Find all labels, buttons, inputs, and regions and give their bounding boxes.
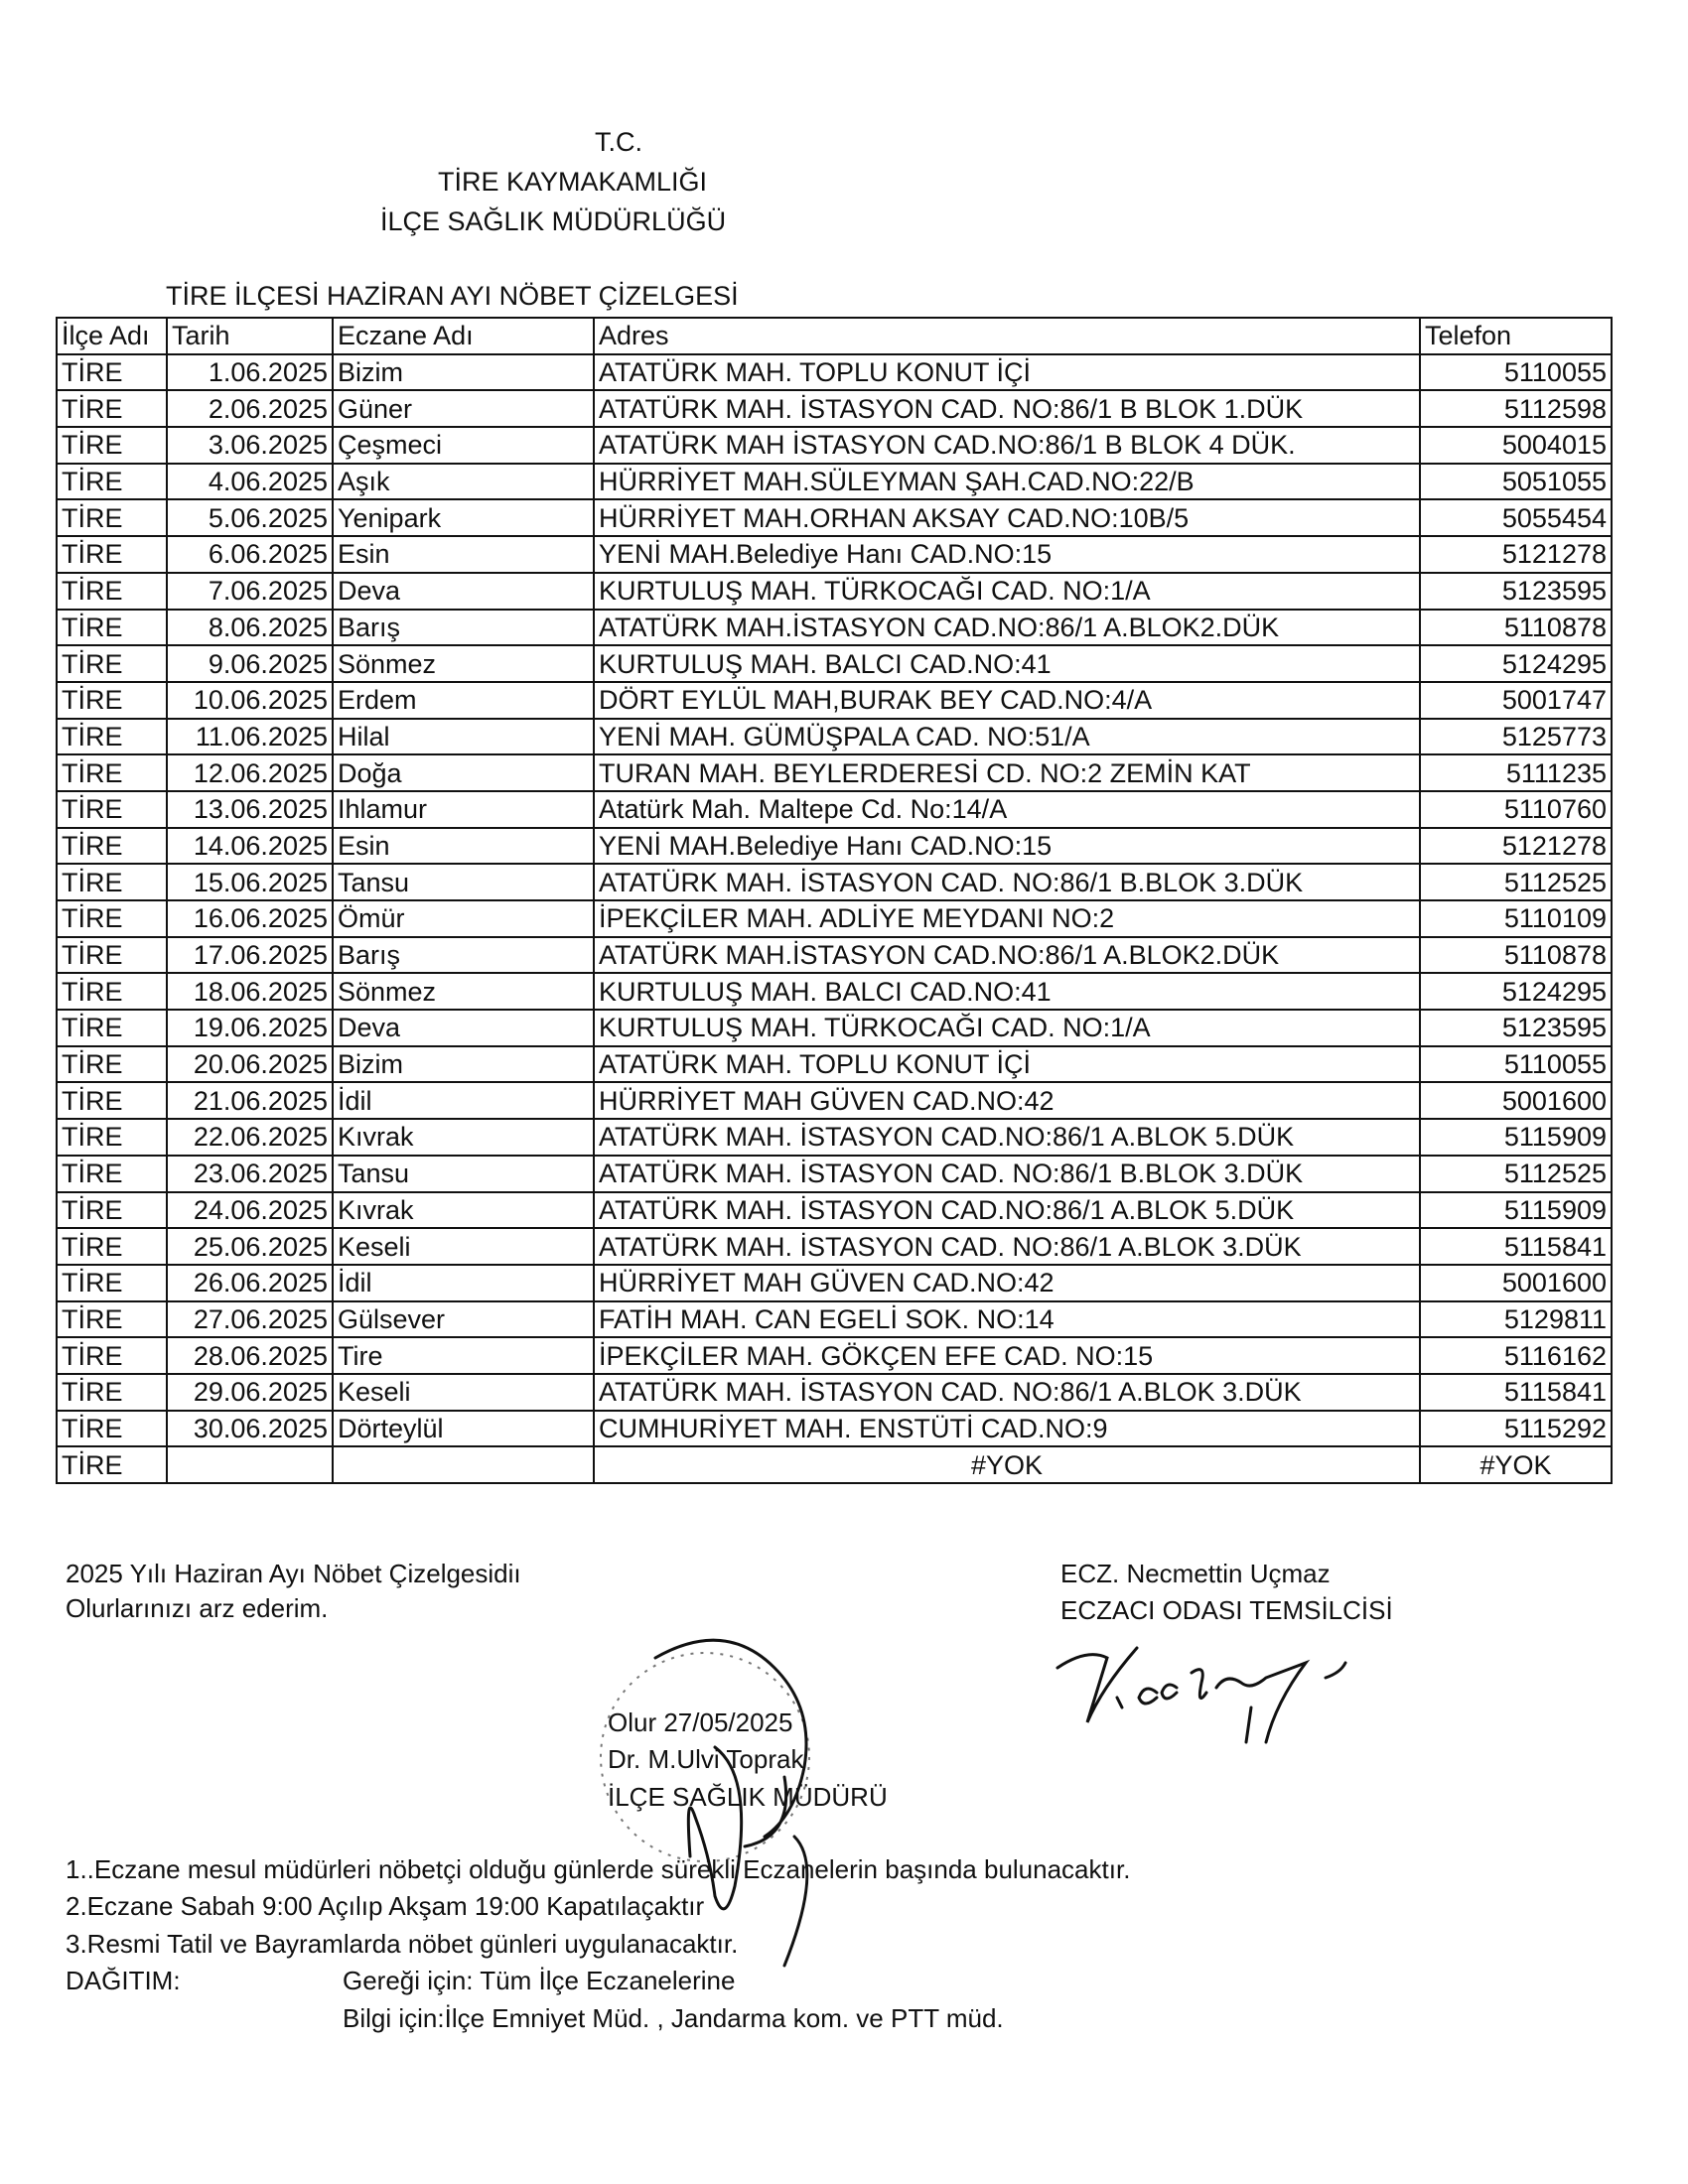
cell-pharmacy: Kıvrak	[333, 1119, 594, 1156]
cell-phone: 5123595	[1420, 1010, 1612, 1046]
cell-phone: #YOK	[1420, 1446, 1612, 1483]
table-row	[57, 1411, 1612, 1447]
cell-address: İPEKÇİLER MAH. ADLİYE MEYDANI NO:2	[594, 900, 1420, 937]
cell-address: ATATÜRK MAH. İSTASYON CAD. NO:86/1 B.BLOK 3.DÜK	[594, 864, 1420, 900]
cell-pharmacy: Keseli	[333, 1374, 594, 1411]
cell-phone: 5004015	[1420, 427, 1612, 464]
cell-address: YENİ MAH.Belediye Hanı CAD.NO:15	[594, 828, 1420, 865]
cell-district: TİRE	[57, 499, 167, 536]
cell-district: TİRE	[57, 1337, 167, 1374]
rule-item: 2.Eczane Sabah 9:00 Açılıp Akşam 19:00 Kapatılaçaktır	[66, 1891, 705, 1921]
cell-phone: 5124295	[1420, 645, 1612, 682]
cell-phone: 5121278	[1420, 536, 1612, 573]
cell-phone: 5115841	[1420, 1374, 1612, 1411]
distribution-required: Gereği için: Tüm İlçe Eczanelerine	[343, 1966, 736, 1995]
cell-district: TİRE	[57, 1082, 167, 1119]
cell-pharmacy: Hilal	[333, 719, 594, 755]
table-row	[57, 719, 1612, 755]
table-row	[57, 1337, 1612, 1374]
cell-pharmacy: İdil	[333, 1082, 594, 1119]
column-header-phone: Telefon	[1420, 318, 1612, 354]
duty-schedule-table	[56, 317, 1613, 1484]
cell-address: ATATÜRK MAH. İSTASYON CAD. NO:86/1 B.BLOK 3.DÜK	[594, 1156, 1420, 1192]
representative-title: ECZACI ODASI TEMSİLCİSİ	[1060, 1595, 1393, 1625]
cell-district: TİRE	[57, 427, 167, 464]
table-row	[57, 1301, 1612, 1338]
cell-phone: 5116162	[1420, 1337, 1612, 1374]
cell-pharmacy: Tansu	[333, 1156, 594, 1192]
cell-phone: 5110760	[1420, 791, 1612, 828]
cell-pharmacy	[333, 1446, 594, 1483]
cell-date: 24.06.2025	[167, 1192, 333, 1229]
cell-address: ATATÜRK MAH. İSTASYON CAD. NO:86/1 B BLOK 1.DÜK	[594, 390, 1420, 427]
table-row	[57, 1119, 1612, 1156]
cell-date: 17.06.2025	[167, 937, 333, 974]
cell-pharmacy: İdil	[333, 1265, 594, 1301]
cell-address: ATATÜRK MAH. İSTASYON CAD. NO:86/1 A.BLOK 3.DÜK	[594, 1228, 1420, 1265]
cell-pharmacy: Esin	[333, 536, 594, 573]
table-row	[57, 427, 1612, 464]
cell-address: ATATÜRK MAH İSTASYON CAD.NO:86/1 B BLOK 4 DÜK.	[594, 427, 1420, 464]
cell-district: TİRE	[57, 1265, 167, 1301]
table-row	[57, 791, 1612, 828]
cell-phone: 5115841	[1420, 1228, 1612, 1265]
cell-pharmacy: Sönmez	[333, 645, 594, 682]
cell-address: TURAN MAH. BEYLERDERESİ CD. NO:2 ZEMİN KAT	[594, 754, 1420, 791]
cell-address: KURTULUŞ MAH. BALCI CAD.NO:41	[594, 973, 1420, 1010]
cell-date: 16.06.2025	[167, 900, 333, 937]
cell-phone: 5112525	[1420, 1156, 1612, 1192]
table-body	[57, 354, 1612, 1483]
cell-phone: 5115909	[1420, 1119, 1612, 1156]
cell-address: KURTULUŞ MAH. TÜRKOCAĞI CAD. NO:1/A	[594, 1010, 1420, 1046]
representative-name: ECZ. Necmettin Uçmaz	[1060, 1559, 1331, 1588]
table-row	[57, 610, 1612, 646]
table-row	[57, 354, 1612, 391]
cell-address: ATATÜRK MAH. İSTASYON CAD.NO:86/1 A.BLOK 5.DÜK	[594, 1192, 1420, 1229]
cell-address: HÜRRİYET MAH.ORHAN AKSAY CAD.NO:10B/5	[594, 499, 1420, 536]
cell-address: ATATÜRK MAH. TOPLU KONUT İÇİ	[594, 1046, 1420, 1083]
cell-address: HÜRRİYET MAH GÜVEN CAD.NO:42	[594, 1082, 1420, 1119]
cell-district: TİRE	[57, 1411, 167, 1447]
rule-item: 3.Resmi Tatil ve Bayramlarda nöbet günleri uygulanacaktır.	[66, 1929, 739, 1959]
cell-date: 10.06.2025	[167, 682, 333, 719]
table-row	[57, 536, 1612, 573]
table-row	[57, 828, 1612, 865]
cell-address: ATATÜRK MAH.İSTASYON CAD.NO:86/1 A.BLOK2.DÜK	[594, 610, 1420, 646]
cell-district: TİRE	[57, 900, 167, 937]
cell-pharmacy: Esin	[333, 828, 594, 865]
cell-date: 2.06.2025	[167, 390, 333, 427]
cell-phone: 5125773	[1420, 719, 1612, 755]
cell-district: TİRE	[57, 1228, 167, 1265]
header-line-mudurluk: İLÇE SAĞLIK MÜDÜRLÜĞÜ	[380, 206, 727, 236]
cell-pharmacy: Barış	[333, 937, 594, 974]
cell-address: ATATÜRK MAH. İSTASYON CAD.NO:86/1 A.BLOK 5.DÜK	[594, 1119, 1420, 1156]
cell-date: 20.06.2025	[167, 1046, 333, 1083]
footer-note-line-2: Olurlarınızı arz ederim.	[66, 1593, 329, 1623]
cell-phone: 5112525	[1420, 864, 1612, 900]
cell-date: 14.06.2025	[167, 828, 333, 865]
table-row	[57, 1374, 1612, 1411]
cell-district: TİRE	[57, 1374, 167, 1411]
cell-address: YENİ MAH.Belediye Hanı CAD.NO:15	[594, 536, 1420, 573]
cell-date: 26.06.2025	[167, 1265, 333, 1301]
cell-date: 9.06.2025	[167, 645, 333, 682]
cell-district: TİRE	[57, 1192, 167, 1229]
cell-pharmacy: Bizim	[333, 354, 594, 391]
cell-phone: 5001600	[1420, 1265, 1612, 1301]
cell-date: 21.06.2025	[167, 1082, 333, 1119]
cell-date: 29.06.2025	[167, 1374, 333, 1411]
cell-date: 1.06.2025	[167, 354, 333, 391]
cell-phone: 5124295	[1420, 973, 1612, 1010]
cell-phone: 5115292	[1420, 1411, 1612, 1447]
footer-note-line-1: 2025 Yılı Haziran Ayı Nöbet Çizelgesidiı	[66, 1559, 521, 1588]
cell-pharmacy: Deva	[333, 573, 594, 610]
cell-address: Atatürk Mah. Maltepe Cd. No:14/A	[594, 791, 1420, 828]
cell-pharmacy: Doğa	[333, 754, 594, 791]
cell-district: TİRE	[57, 536, 167, 573]
cell-pharmacy: Ömür	[333, 900, 594, 937]
table-row	[57, 1046, 1612, 1083]
table-row	[57, 499, 1612, 536]
cell-phone: 5055454	[1420, 499, 1612, 536]
table-row	[57, 1265, 1612, 1301]
cell-date: 19.06.2025	[167, 1010, 333, 1046]
cell-address: ATATÜRK MAH. TOPLU KONUT İÇİ	[594, 354, 1420, 391]
table-row	[57, 1082, 1612, 1119]
cell-address: HÜRRİYET MAH GÜVEN CAD.NO:42	[594, 1265, 1420, 1301]
cell-district: TİRE	[57, 354, 167, 391]
table-header-row	[57, 318, 1612, 354]
representative-signature	[1048, 1628, 1425, 1757]
cell-district: TİRE	[57, 1119, 167, 1156]
cell-address: HÜRRİYET MAH.SÜLEYMAN ŞAH.CAD.NO:22/B	[594, 464, 1420, 500]
cell-date: 4.06.2025	[167, 464, 333, 500]
table-row	[57, 464, 1612, 500]
cell-district: TİRE	[57, 573, 167, 610]
column-header-address: Adres	[594, 318, 1420, 354]
cell-pharmacy: Tansu	[333, 864, 594, 900]
cell-pharmacy: Sönmez	[333, 973, 594, 1010]
cell-pharmacy: Dörteylül	[333, 1411, 594, 1447]
column-header-district: İlçe Adı	[57, 318, 167, 354]
cell-pharmacy: Güner	[333, 390, 594, 427]
table-row	[57, 1010, 1612, 1046]
cell-phone: 5129811	[1420, 1301, 1612, 1338]
cell-pharmacy: Kıvrak	[333, 1192, 594, 1229]
cell-district: TİRE	[57, 390, 167, 427]
cell-pharmacy: Erdem	[333, 682, 594, 719]
cell-district: TİRE	[57, 973, 167, 1010]
cell-date: 8.06.2025	[167, 610, 333, 646]
cell-date: 5.06.2025	[167, 499, 333, 536]
cell-date: 30.06.2025	[167, 1411, 333, 1447]
cell-pharmacy: Yenipark	[333, 499, 594, 536]
table-row	[57, 645, 1612, 682]
cell-date: 7.06.2025	[167, 573, 333, 610]
cell-district: TİRE	[57, 1301, 167, 1338]
cell-district: TİRE	[57, 464, 167, 500]
cell-district: TİRE	[57, 791, 167, 828]
cell-address: KURTULUŞ MAH. TÜRKOCAĞI CAD. NO:1/A	[594, 573, 1420, 610]
cell-phone: 5110878	[1420, 610, 1612, 646]
cell-phone: 5115909	[1420, 1192, 1612, 1229]
table-title: TİRE İLÇESİ HAZİRAN AYI NÖBET ÇİZELGESİ	[166, 281, 739, 311]
cell-district: TİRE	[57, 754, 167, 791]
table-row	[57, 573, 1612, 610]
cell-address: İPEKÇİLER MAH. GÖKÇEN EFE CAD. NO:15	[594, 1337, 1420, 1374]
cell-date: 11.06.2025	[167, 719, 333, 755]
cell-date: 3.06.2025	[167, 427, 333, 464]
table-row	[57, 864, 1612, 900]
cell-district: TİRE	[57, 864, 167, 900]
cell-pharmacy: Bizim	[333, 1046, 594, 1083]
column-header-date: Tarih	[167, 318, 333, 354]
cell-date: 13.06.2025	[167, 791, 333, 828]
director-title: İLÇE SAĞLIK MÜDÜRÜ	[608, 1782, 888, 1812]
cell-pharmacy: Barış	[333, 610, 594, 646]
header-line-tc: T.C.	[595, 127, 643, 157]
cell-pharmacy: Deva	[333, 1010, 594, 1046]
cell-district: TİRE	[57, 1046, 167, 1083]
cell-address: ATATÜRK MAH.İSTASYON CAD.NO:86/1 A.BLOK2.DÜK	[594, 937, 1420, 974]
table-row	[57, 1192, 1612, 1229]
cell-date: 25.06.2025	[167, 1228, 333, 1265]
cell-address: YENİ MAH. GÜMÜŞPALA CAD. NO:51/A	[594, 719, 1420, 755]
cell-address: DÖRT EYLÜL MAH,BURAK BEY CAD.NO:4/A	[594, 682, 1420, 719]
cell-date: 27.06.2025	[167, 1301, 333, 1338]
cell-phone: 5110878	[1420, 937, 1612, 974]
cell-phone: 5110055	[1420, 354, 1612, 391]
table-row	[57, 1228, 1612, 1265]
cell-phone: 5001747	[1420, 682, 1612, 719]
cell-phone: 5001600	[1420, 1082, 1612, 1119]
cell-date: 18.06.2025	[167, 973, 333, 1010]
cell-pharmacy: Aşık	[333, 464, 594, 500]
distribution-info: Bilgi için:İlçe Emniyet Müd. , Jandarma kom. ve PTT müd.	[343, 2003, 1004, 2033]
approval-date: Olur 27/05/2025	[608, 1707, 793, 1737]
cell-phone: 5110109	[1420, 900, 1612, 937]
cell-district: TİRE	[57, 1156, 167, 1192]
column-header-pharmacy: Eczane Adı	[333, 318, 594, 354]
table-row	[57, 390, 1612, 427]
cell-district: TİRE	[57, 719, 167, 755]
cell-pharmacy: Keseli	[333, 1228, 594, 1265]
cell-date: 6.06.2025	[167, 536, 333, 573]
cell-district: TİRE	[57, 610, 167, 646]
cell-district: TİRE	[57, 937, 167, 974]
cell-date: 15.06.2025	[167, 864, 333, 900]
cell-district: TİRE	[57, 828, 167, 865]
rule-item: 1..Eczane mesul müdürleri nöbetçi olduğu günlerde sürekli Eczanelerin başında bulunacaktır.	[66, 1854, 1131, 1884]
cell-district: TİRE	[57, 1446, 167, 1483]
cell-pharmacy: Çeşmeci	[333, 427, 594, 464]
cell-phone: 5112598	[1420, 390, 1612, 427]
cell-pharmacy: Ihlamur	[333, 791, 594, 828]
header-line-kaymakamlik: TİRE KAYMAKAMLIĞI	[438, 167, 708, 197]
table-row	[57, 682, 1612, 719]
cell-pharmacy: Gülsever	[333, 1301, 594, 1338]
cell-address: FATİH MAH. CAN EGELİ SOK. NO:14	[594, 1301, 1420, 1338]
table-row	[57, 973, 1612, 1010]
cell-date: 12.06.2025	[167, 754, 333, 791]
cell-district: TİRE	[57, 1010, 167, 1046]
cell-phone: 5111235	[1420, 754, 1612, 791]
table-row	[57, 937, 1612, 974]
cell-address: #YOK	[594, 1446, 1420, 1483]
cell-district: TİRE	[57, 645, 167, 682]
table-row	[57, 1156, 1612, 1192]
cell-date: 23.06.2025	[167, 1156, 333, 1192]
table-row-empty	[57, 1446, 1612, 1483]
table-row	[57, 900, 1612, 937]
cell-address: CUMHURİYET MAH. ENSTÜTİ CAD.NO:9	[594, 1411, 1420, 1447]
cell-phone: 5110055	[1420, 1046, 1612, 1083]
cell-pharmacy: Tire	[333, 1337, 594, 1374]
table-row	[57, 754, 1612, 791]
cell-phone: 5123595	[1420, 573, 1612, 610]
cell-address: KURTULUŞ MAH. BALCI CAD.NO:41	[594, 645, 1420, 682]
cell-address: ATATÜRK MAH. İSTASYON CAD. NO:86/1 A.BLOK 3.DÜK	[594, 1374, 1420, 1411]
cell-phone: 5051055	[1420, 464, 1612, 500]
cell-phone: 5121278	[1420, 828, 1612, 865]
cell-date	[167, 1446, 333, 1483]
cell-district: TİRE	[57, 682, 167, 719]
cell-date: 22.06.2025	[167, 1119, 333, 1156]
distribution-label: DAĞITIM:	[66, 1966, 181, 1995]
director-name: Dr. M.Ulvi Toprak	[608, 1744, 804, 1774]
cell-date: 28.06.2025	[167, 1337, 333, 1374]
